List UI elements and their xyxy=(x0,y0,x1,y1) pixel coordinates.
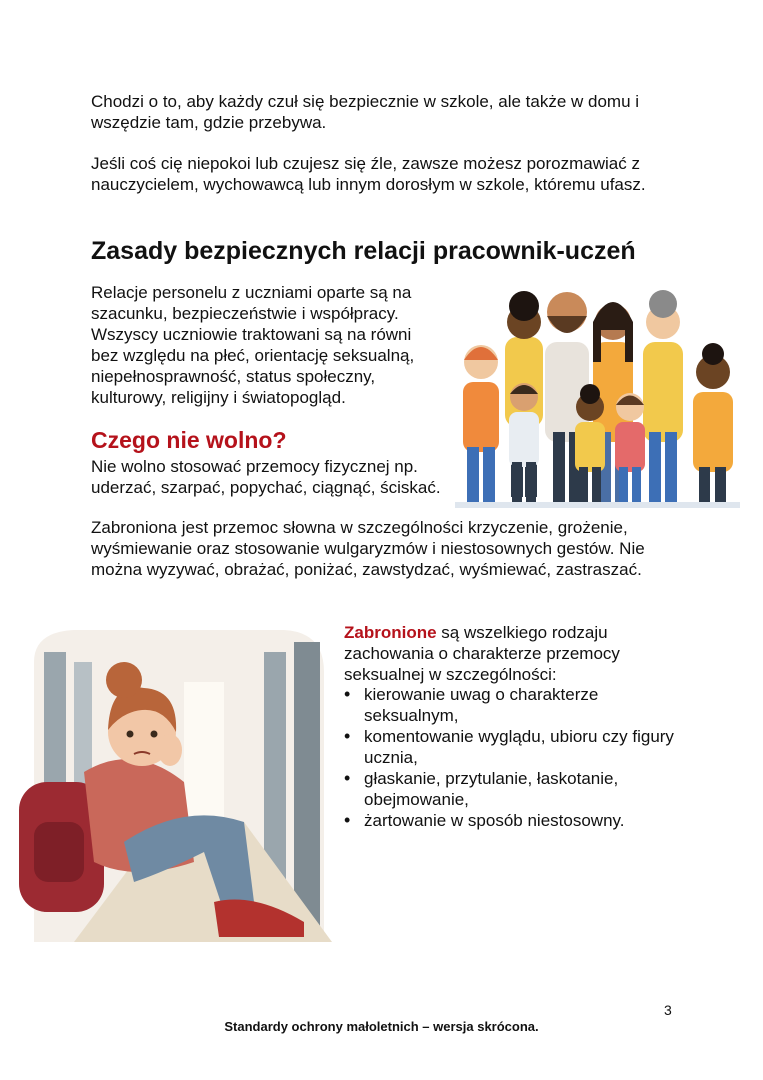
section-heading-forbidden: Czego nie wolno? xyxy=(91,427,287,453)
section-heading-relations: Zasady bezpiecznych relacji pracownik-uczeń xyxy=(91,237,636,265)
intro-paragraph-1: Chodzi o to, aby każdy czuł się bezpiecznie w szkole, ale także w domu i wszędzie tam, gdzie przebywa. xyxy=(91,92,640,132)
forbidden-physical-paragraph: Nie wolno stosować przemocy fizycznej np. uderzać, szarpać, popychać, ciągnąć, ściskać. xyxy=(91,457,441,497)
forbidden-verbal-paragraph: Zabroniona jest przemoc słowna w szczególności krzyczenie, grożenie, wyśmiewanie oraz stosowanie wulgaryzmów i niestosownych gestów. Nie można wyzywać, obrażać, poniżać, zawstydzać, wyśmiewać, zastraszać. xyxy=(91,518,645,579)
group-illustration xyxy=(455,282,740,510)
relations-paragraph: Relacje personelu z uczniami oparte są na szacunku, bezpieczeństwie i współpracy. Wszyscy uczniowie traktowani są na równi bez względu na płeć, orientację seksualną, niepełnosprawność, status społeczny, kulturowy, religijny i światopogląd. xyxy=(91,283,415,407)
child-figure xyxy=(509,383,539,502)
page-number: 3 xyxy=(664,1002,672,1018)
list-item: • głaskanie, przytulanie, łaskotanie, obejmowanie, xyxy=(344,768,674,810)
sad-girl-illustration xyxy=(14,622,332,947)
child-figure xyxy=(463,345,499,502)
list-item: • żartowanie w sposób niestosowny. xyxy=(344,810,674,831)
forbidden-keyword: Zabronione xyxy=(344,623,437,642)
list-item: • kierowanie uwag o charakterze seksualnym, xyxy=(344,684,674,726)
intro-paragraph-2: Jeśli coś cię niepokoi lub czujesz się źle, zawsze możesz porozmawiać z nauczycielem, wychowawcą lub innym dorosłym w szkole, któremu ufasz. xyxy=(91,154,646,194)
child-figure xyxy=(693,343,733,502)
list-item: • komentowanie wyglądu, ubioru czy figury ucznia, xyxy=(344,726,674,768)
sexual-violence-intro xyxy=(344,622,674,685)
child-figure xyxy=(575,384,605,502)
adult-figure xyxy=(643,290,683,502)
child-figure xyxy=(615,393,645,502)
page-footer: Standardy ochrony małoletnich – wersja skrócona. xyxy=(224,1019,539,1034)
forbidden-behaviours-list xyxy=(344,684,674,831)
sexual-violence-intro-text: są wszelkiego rodzaju zachowania o charakterze przemocy seksualnej w szczególności: xyxy=(344,623,620,684)
